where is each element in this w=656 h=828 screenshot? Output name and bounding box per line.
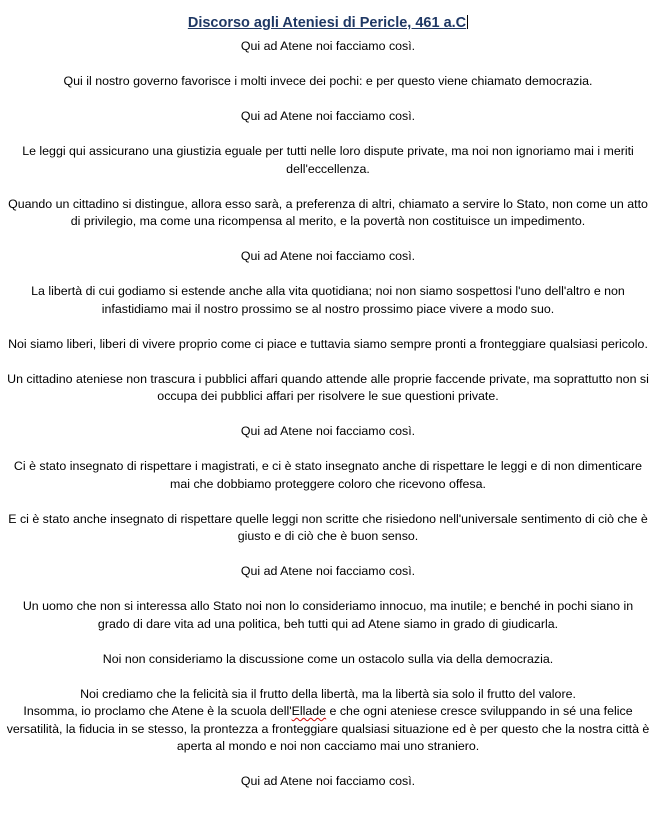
paragraph-felicita: Noi crediamo che la felicità sia il frutto della libertà, ma la libertà sia solo il frutto del valore. bbox=[80, 686, 576, 701]
document-title-text: Discorso agli Ateniesi di Pericle, 461 a.C bbox=[187, 15, 467, 31]
paragraph-refrain: Qui ad Atene noi facciamo così. bbox=[240, 39, 416, 53]
paragraph-affari: Un cittadino ateniese non trascura i pubblici affari quando attende alle proprie faccende private, ma soprattutto non si occupa dei pubblici affari per risolvere le sue questioni private. bbox=[7, 371, 649, 403]
paragraph-leggi-non-scritte: E ci è stato anche insegnato di rispettare quelle leggi non scritte che risiedono nell'universale sentimento di ciò che è giusto e di ciò che è buon senso. bbox=[8, 511, 648, 543]
paragraph-democrazia: Qui il nostro governo favorisce i molti invece dei pochi: e per questo viene chiamato democrazia. bbox=[63, 74, 593, 88]
paragraph-refrain: Qui ad Atene noi facciamo così. bbox=[240, 774, 416, 788]
paragraph-refrain: Qui ad Atene noi facciamo così. bbox=[240, 564, 416, 578]
text-cursor bbox=[467, 15, 468, 29]
document-title bbox=[6, 14, 650, 32]
insomma-text-after: e che ogni ateniese cresce sviluppando in sé una felice versatilità, la fiducia in se stesso, la prontezza a fronteggiare qualsiasi situazione ed è per questo che la nostra città è aperta al mondo e noi non cacciamo mai uno straniero. bbox=[6, 704, 650, 753]
paragraph-magistrati: Ci è stato insegnato di rispettare i magistrati, e ci è stato insegnato anche di rispettare le leggi e di non dimenticare mai che dobbiamo proteggere coloro che ricevono offesa. bbox=[13, 459, 643, 491]
paragraph-liberi: Noi siamo liberi, liberi di vivere proprio come ci piace e tuttavia siamo sempre pronti a fronteggiare qualsiasi pericolo. bbox=[8, 336, 648, 351]
paragraph-liberta: La libertà di cui godiamo si estende anche alla vita quotidiana; noi non siamo sospettosi l'uno dell'altro e non infastidiamo mai il nostro prossimo se al nostro prossimo piace vivere a modo suo. bbox=[31, 284, 625, 316]
paragraph-refrain: Qui ad Atene noi facciamo così. bbox=[240, 249, 416, 263]
paragraph-cittadino: Quando un cittadino si distingue, allora esso sarà, a preferenza di altri, chiamato a servire lo Stato, non come un atto di privilegio, ma come una ricompensa al merito, e la povertà non costituisce un impedimento. bbox=[8, 196, 648, 228]
insomma-text-before: Insomma, io proclamo che Atene è la scuola dell' bbox=[23, 704, 292, 718]
paragraph-stato: Un uomo che non si interessa allo Stato noi non lo consideriamo innocuo, ma inutile; e benché in pochi siano in grado di dare vita ad una politica, beh tutti qui ad Atene siamo in grado di giudicarla. bbox=[22, 599, 634, 631]
paragraph-refrain: Qui ad Atene noi facciamo così. bbox=[240, 109, 416, 123]
paragraph-refrain: Qui ad Atene noi facciamo così. bbox=[240, 424, 416, 438]
paragraph-leggi: Le leggi qui assicurano una giustizia eguale per tutti nelle loro dispute private, ma noi non ignoriamo mai i meriti dell'eccellenza. bbox=[22, 144, 634, 176]
paragraph-insomma bbox=[6, 703, 650, 756]
spellcheck-word: Ellade bbox=[291, 704, 327, 718]
paragraph-discussione: Noi non consideriamo la discussione come un ostacolo sulla via della democrazia. bbox=[102, 651, 554, 666]
